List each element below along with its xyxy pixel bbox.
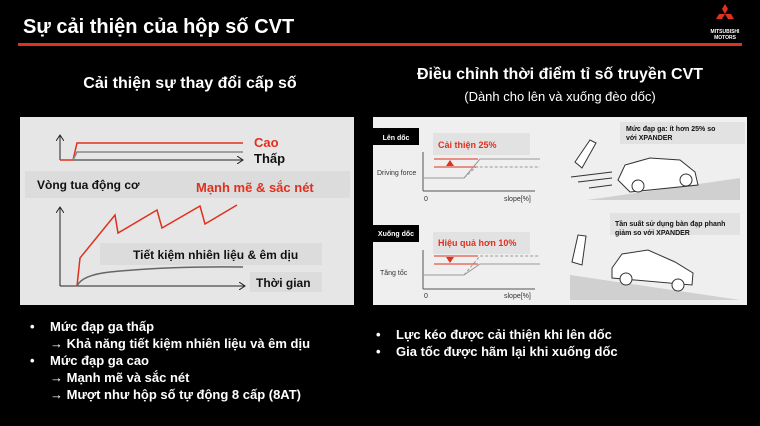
downhill-note-2: giảm so với XPANDER [615,230,690,237]
bullet-arrow: → Mạnh mẽ và sắc nét [50,370,190,385]
bullet-uphill: • Lực kéo được cải thiện khi lên dốc [376,326,618,343]
bullet-arrow: → Khả năng tiết kiệm nhiên liệu và êm dịu [50,336,311,351]
uphill-gain: Cải thiện 25% [438,140,497,150]
bullet-high-throttle: • Mức đạp ga cao [30,352,310,369]
label-rpm: Vòng tua động cơ [37,178,140,192]
cvt-slope-diagram [373,117,747,305]
left-bullets [30,318,310,403]
bullet-arrow: → Mượt như hộp số tự động 8 cấp (8AT) [50,387,301,402]
label-high: Cao [254,135,279,150]
shift-diagram [20,117,354,305]
downhill-origin: 0 [424,293,428,300]
uphill-note-2: với XPANDER [626,135,673,142]
bullet-low-throttle: • Mức đạp ga thấp [30,318,310,335]
label-low: Thấp [254,151,286,166]
logo-line-1: MITSUBISHI [710,29,740,35]
uphill-note-1: Mức đạp ga: ít hơn 25% so [626,126,716,133]
downhill-label: Xuống dốc [377,231,415,238]
downhill-note-1: Tần suất sử dụng bàn đạp phanh [615,221,726,228]
uphill-origin: 0 [424,196,428,203]
slide-title: Sự cải thiện của hộp số CVT [23,16,295,38]
downhill-xlabel: slope[%] [504,293,531,300]
label-time: Thời gian [256,276,311,290]
logo-line-2: MOTORS [714,35,736,41]
downhill-ylabel: Tăng tốc [380,270,408,277]
label-economy: Tiết kiệm nhiên liệu & êm dịu [133,248,299,262]
right-subheading: (Dành cho lên và xuống đèo dốc) [464,89,656,104]
label-sporty: Mạnh mẽ & sắc nét [196,180,314,195]
uphill-label: Lên dốc [382,135,410,142]
downhill-gain: Hiệu quả hơn 10% [438,238,517,248]
uphill-ylabel: Driving force [377,170,417,177]
uphill-xlabel: slope[%] [504,196,531,203]
left-heading: Cải thiện sự thay đổi cấp số [83,75,297,92]
bullet-downhill: • Gia tốc được hãm lại khi xuống dốc [376,343,618,360]
right-bullets [376,326,618,360]
right-heading: Điều chỉnh thời điểm tỉ số truyền CVT [416,66,704,83]
